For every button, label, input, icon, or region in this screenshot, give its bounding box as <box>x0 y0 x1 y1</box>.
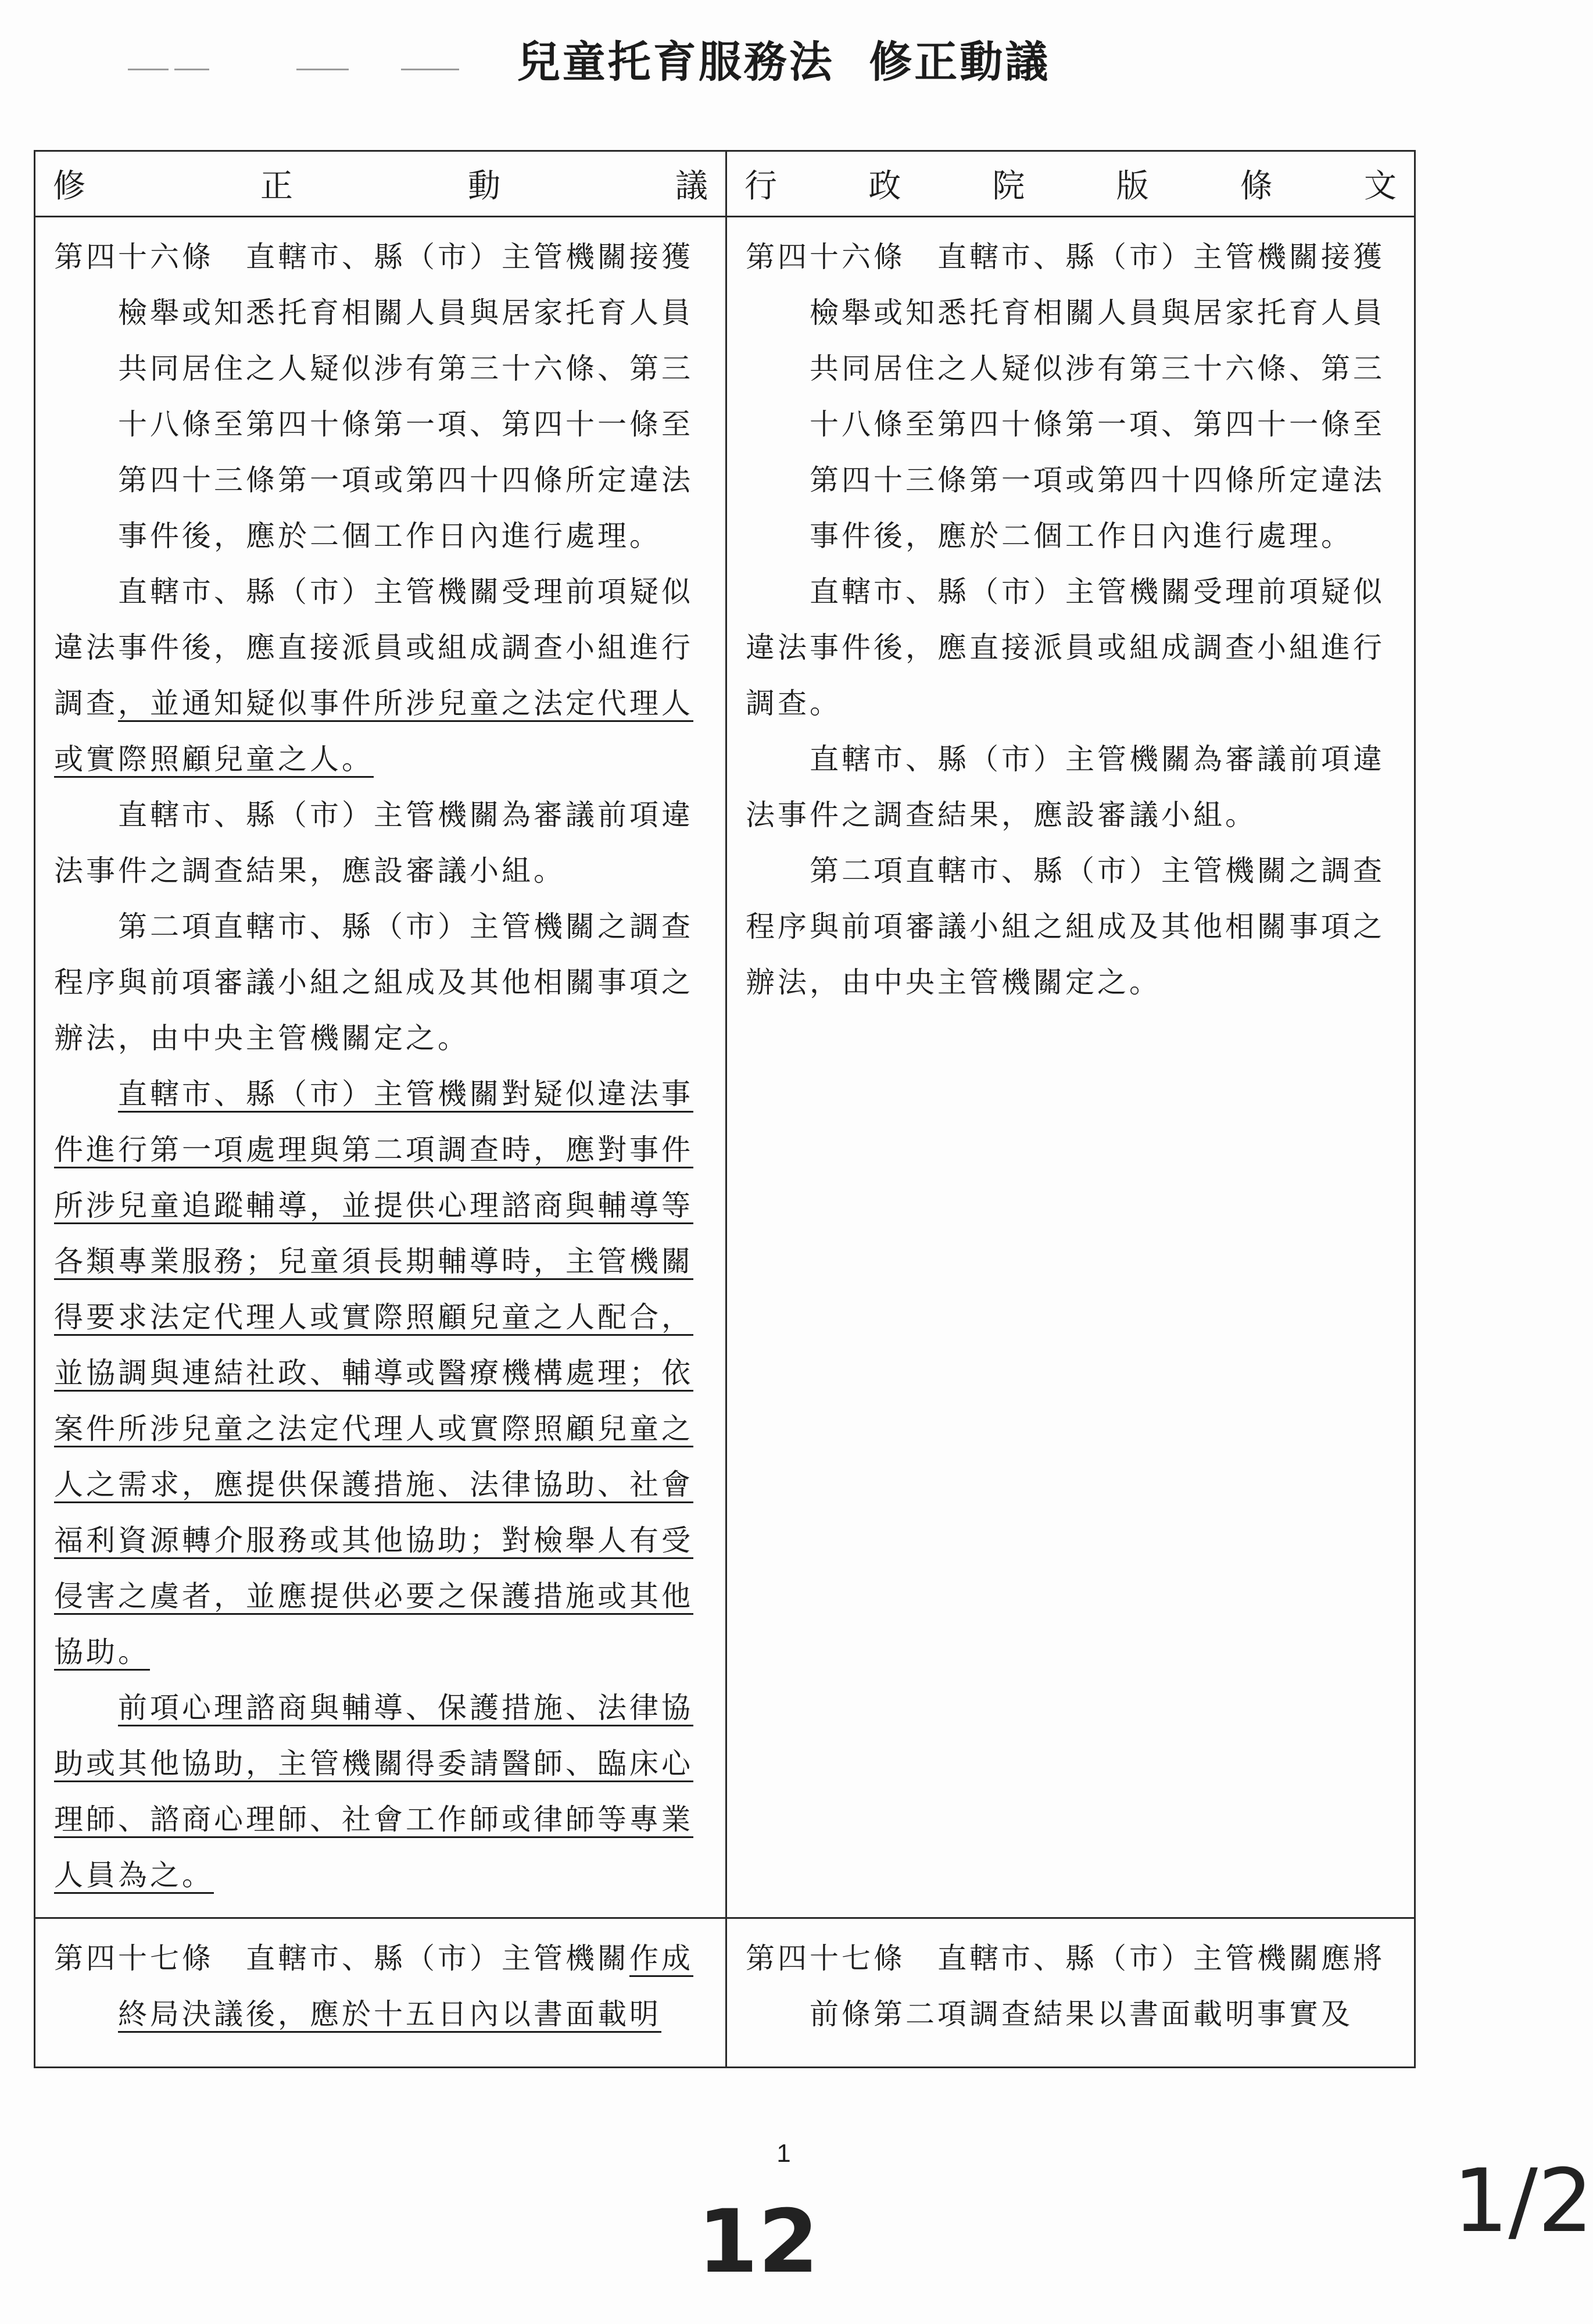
header-char: 政 <box>868 167 901 205</box>
executive-version-cell <box>726 1918 1415 2068</box>
clause-paragraph <box>746 564 1398 731</box>
article-paragraph <box>54 1930 709 2042</box>
handwritten-fraction: 1/2 <box>1453 2151 1593 2252</box>
clause-text: 第四十七條 直轄市、縣（市）主管機關 <box>54 1942 629 1975</box>
clause-text: 第四十六條 直轄市、縣（市）主管機關接獲檢舉或知悉托育相關人員與居家托育人員共同居住之人疑似涉有第三十六條、第三十八條至第四十條第一項、第四十一條至第四十三條第一項或第四十四條所定違法事件後，應於二個工作日內進行處理。 <box>746 240 1385 553</box>
clause-text: 第四十六條 直轄市、縣（市）主管機關接獲檢舉或知悉托育相關人員與居家托育人員共同居住之人疑似涉有第三十六條、第三十八條至第四十條第一項、第四十一條至第四十三條第一項或第四十四條所定違法事件後，應於二個工作日內進行處理。 <box>54 240 693 553</box>
amendment-cell <box>35 217 726 1918</box>
amended-text: 前項心理諮商與輔導、保護措施、法律協助或其他協助，主管機關得委請醫師、臨床心理師、諮商心理師、社會工作師或律師等專業人員為之。 <box>54 1691 693 1892</box>
scan-artifact-line <box>128 69 169 70</box>
clause-text: 第二項直轄市、縣（市）主管機關之調查程序與前項審議小組之組成及其他相關事項之辦法，由中央主管機關定之。 <box>746 854 1385 999</box>
clause-text: 直轄市、縣（市）主管機關受理前項疑似違法事件後，應直接派員或組成調查小組進行調查。 <box>746 575 1385 720</box>
amendment-cell <box>35 1918 726 2068</box>
header-char: 行 <box>744 167 777 205</box>
table-header-row <box>35 151 1415 217</box>
clause-paragraph <box>54 1680 709 1903</box>
table-row <box>35 217 1415 1918</box>
executive-version-cell <box>726 217 1415 1918</box>
header-char: 文 <box>1363 167 1397 205</box>
article-paragraph <box>746 1930 1398 2042</box>
header-char: 條 <box>1240 167 1273 205</box>
table-row <box>35 1918 1415 2068</box>
comparison-table <box>34 150 1416 2068</box>
article-paragraph <box>54 229 709 564</box>
clause-text: 直轄市、縣（市）主管機關受理前項疑似違法事件後，應直接派員或組成調查小組進行調查 <box>54 575 693 720</box>
clause-paragraph <box>54 787 709 899</box>
handwritten-number: 12 <box>697 2191 819 2293</box>
clause-paragraph <box>746 731 1398 843</box>
scan-artifact-line <box>174 69 209 70</box>
scan-artifact-line <box>296 69 349 70</box>
clause-text: 直轄市、縣（市）主管機關為審議前項違法事件之調查結果，應設審議小組。 <box>746 742 1385 832</box>
clause-paragraph <box>54 899 709 1066</box>
amended-text: 作成終局決議後，應於十五日內以書面載明 <box>118 1942 693 2031</box>
header-char: 版 <box>1116 167 1149 205</box>
clause-text: 第四十七條 直轄市、縣（市）主管機關應將前條第二項調查結果以書面載明事實及 <box>746 1942 1385 2031</box>
clause-text: 直轄市、縣（市）主管機關為審議前項違法事件之調查結果，應設審議小組。 <box>54 798 693 888</box>
clause-text: 第二項直轄市、縣（市）主管機關之調查程序與前項審議小組之組成及其他相關事項之辦法，由中央主管機關定之。 <box>54 910 693 1055</box>
document-title: 兒童托育服務法 修正動議 <box>517 37 1051 87</box>
header-executive-yuan-version <box>726 151 1415 217</box>
header-char: 動 <box>468 167 500 205</box>
header-amendment <box>35 151 726 217</box>
clause-paragraph <box>54 564 709 787</box>
article-paragraph <box>746 229 1398 564</box>
amended-text: ，並通知疑似事件所涉兒童之法定代理人或實際照顧兒童之人。 <box>54 687 693 776</box>
scan-artifact-line <box>401 69 459 70</box>
header-char: 議 <box>675 167 708 205</box>
amended-text: 直轄市、縣（市）主管機關對疑似違法事件進行第一項處理與第二項調查時，應對事件所涉兒童追蹤輔導，並提供心理諮商與輔導等各類專業服務；兒童須長期輔導時，主管機關得要求法定代理人或實際照顧兒童之人配合，並協調與連結社政、輔導或醫療機構處理；依案件所涉兒童之法定代理人或實際照顧兒童之人之需求，應提供保護措施、法律協助、社會福利資源轉介服務或其他協助；對檢舉人有受侵害之虞者，並應提供必要之保護措施或其他協助。 <box>54 1077 693 1669</box>
page-number: 1 <box>776 2139 791 2168</box>
header-char: 修 <box>53 167 85 205</box>
clause-paragraph <box>746 843 1398 1010</box>
header-char: 正 <box>260 167 293 205</box>
header-char: 院 <box>992 167 1025 205</box>
clause-paragraph <box>54 1066 709 1680</box>
